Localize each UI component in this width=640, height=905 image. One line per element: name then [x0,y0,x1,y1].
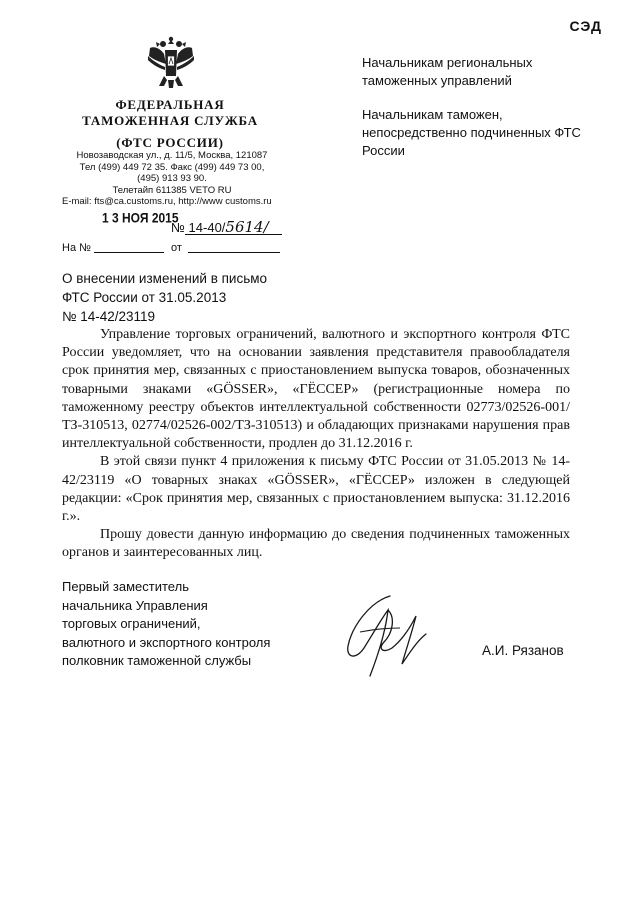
document-system-mark: СЭД [569,18,602,34]
org-name-line2: ТАМОЖЕННАЯ СЛУЖБА [82,113,258,128]
recipients [362,54,602,176]
email-web: E-mail: fts@ca.customs.ru, http://www customs.ru [62,196,272,208]
body-paragraph-2: В этой связи пункт 4 приложения к письму ФТС России от 31.05.2013 № 14-42/23119 «О товарных знаках «GÖSSER», «ГЁССЕР» изложен в следующей редакции: «Срок принятия мер, связанных с приостановлением выпуска: 31.12.2016 г.». [62,454,570,525]
signatory-title-line: полковник таможенной службы [62,653,252,668]
signatory-title-line: Первый заместитель [62,579,189,594]
registration-number-prefix: № 14-40/ [171,220,226,235]
signatory-title-line: валютного и экспортного контроля [62,634,271,650]
signer-name: А.И. Рязанов [482,643,564,658]
org-short-name: (ФТС РОССИИ) [116,135,224,150]
signatory-title [62,578,322,671]
registration-underline [185,234,282,235]
subject-line: № 14-42/23119 [62,309,156,324]
handwritten-signature [330,588,440,688]
teletype: Телетайп 611385 VETO RU [112,184,232,196]
subject [62,269,322,326]
registration-number-handwritten: 5614/ [225,218,269,236]
body-paragraph-3: Прошу довести данную информацию до сведения подчиненных таможенных органов и заинтересованных лиц. [62,527,570,561]
reference-date-label: от [171,242,182,254]
letter-body [62,326,570,563]
phone2: (495) 913 93 90. [137,173,207,185]
reference-number-label: На № [62,242,91,254]
org-name-line1: ФЕДЕРАЛЬНАЯ [115,97,225,112]
address: Новозаводская ул., д. 11/5, Москва, 121087 [76,150,268,161]
recipient-customs: Начальникам таможен, непосредственно подчиненных ФТС России [362,107,581,158]
phone: Тел (499) 449 72 35. Факс (499) 449 73 00, [79,161,265,173]
recipient-regional: Начальникам региональных таможенных управлений [362,55,533,88]
signatory-title-line: торговых ограничений, [62,616,201,631]
signatory-title-line: начальника Управления [62,597,208,613]
subject-line: О внесении изменений в письмо [62,271,268,286]
reference-number-line [94,252,164,253]
body-paragraph-1: Управление торговых ограничений, валютного и экспортного контроля ФТС России уведомляет, что на основании заявления представителя правообладателя срок принятия мер, связанных с приостановлением выпуска товаров, обозначенных товарными знаками «GÖSSER», «ГЁССЕР» (регистрационные номера по таможенному реестру объектов интеллектуальной собственности 02773/02526-001/ТЗ-310513, 02774/02526-002/ТЗ-310513) и обладающих признаками нарушения прав интеллектуальной собственности, продлен до 31.12.2016 г. [62,327,570,452]
subject-line: ФТС России от 31.05.2013 [62,290,227,305]
organization-header [70,97,270,151]
reference-date-line [188,252,280,253]
contact-block [60,150,284,208]
double-headed-eagle-icon [146,34,196,92]
date-stamp: 1 3 НОЯ 2015 [102,209,179,227]
